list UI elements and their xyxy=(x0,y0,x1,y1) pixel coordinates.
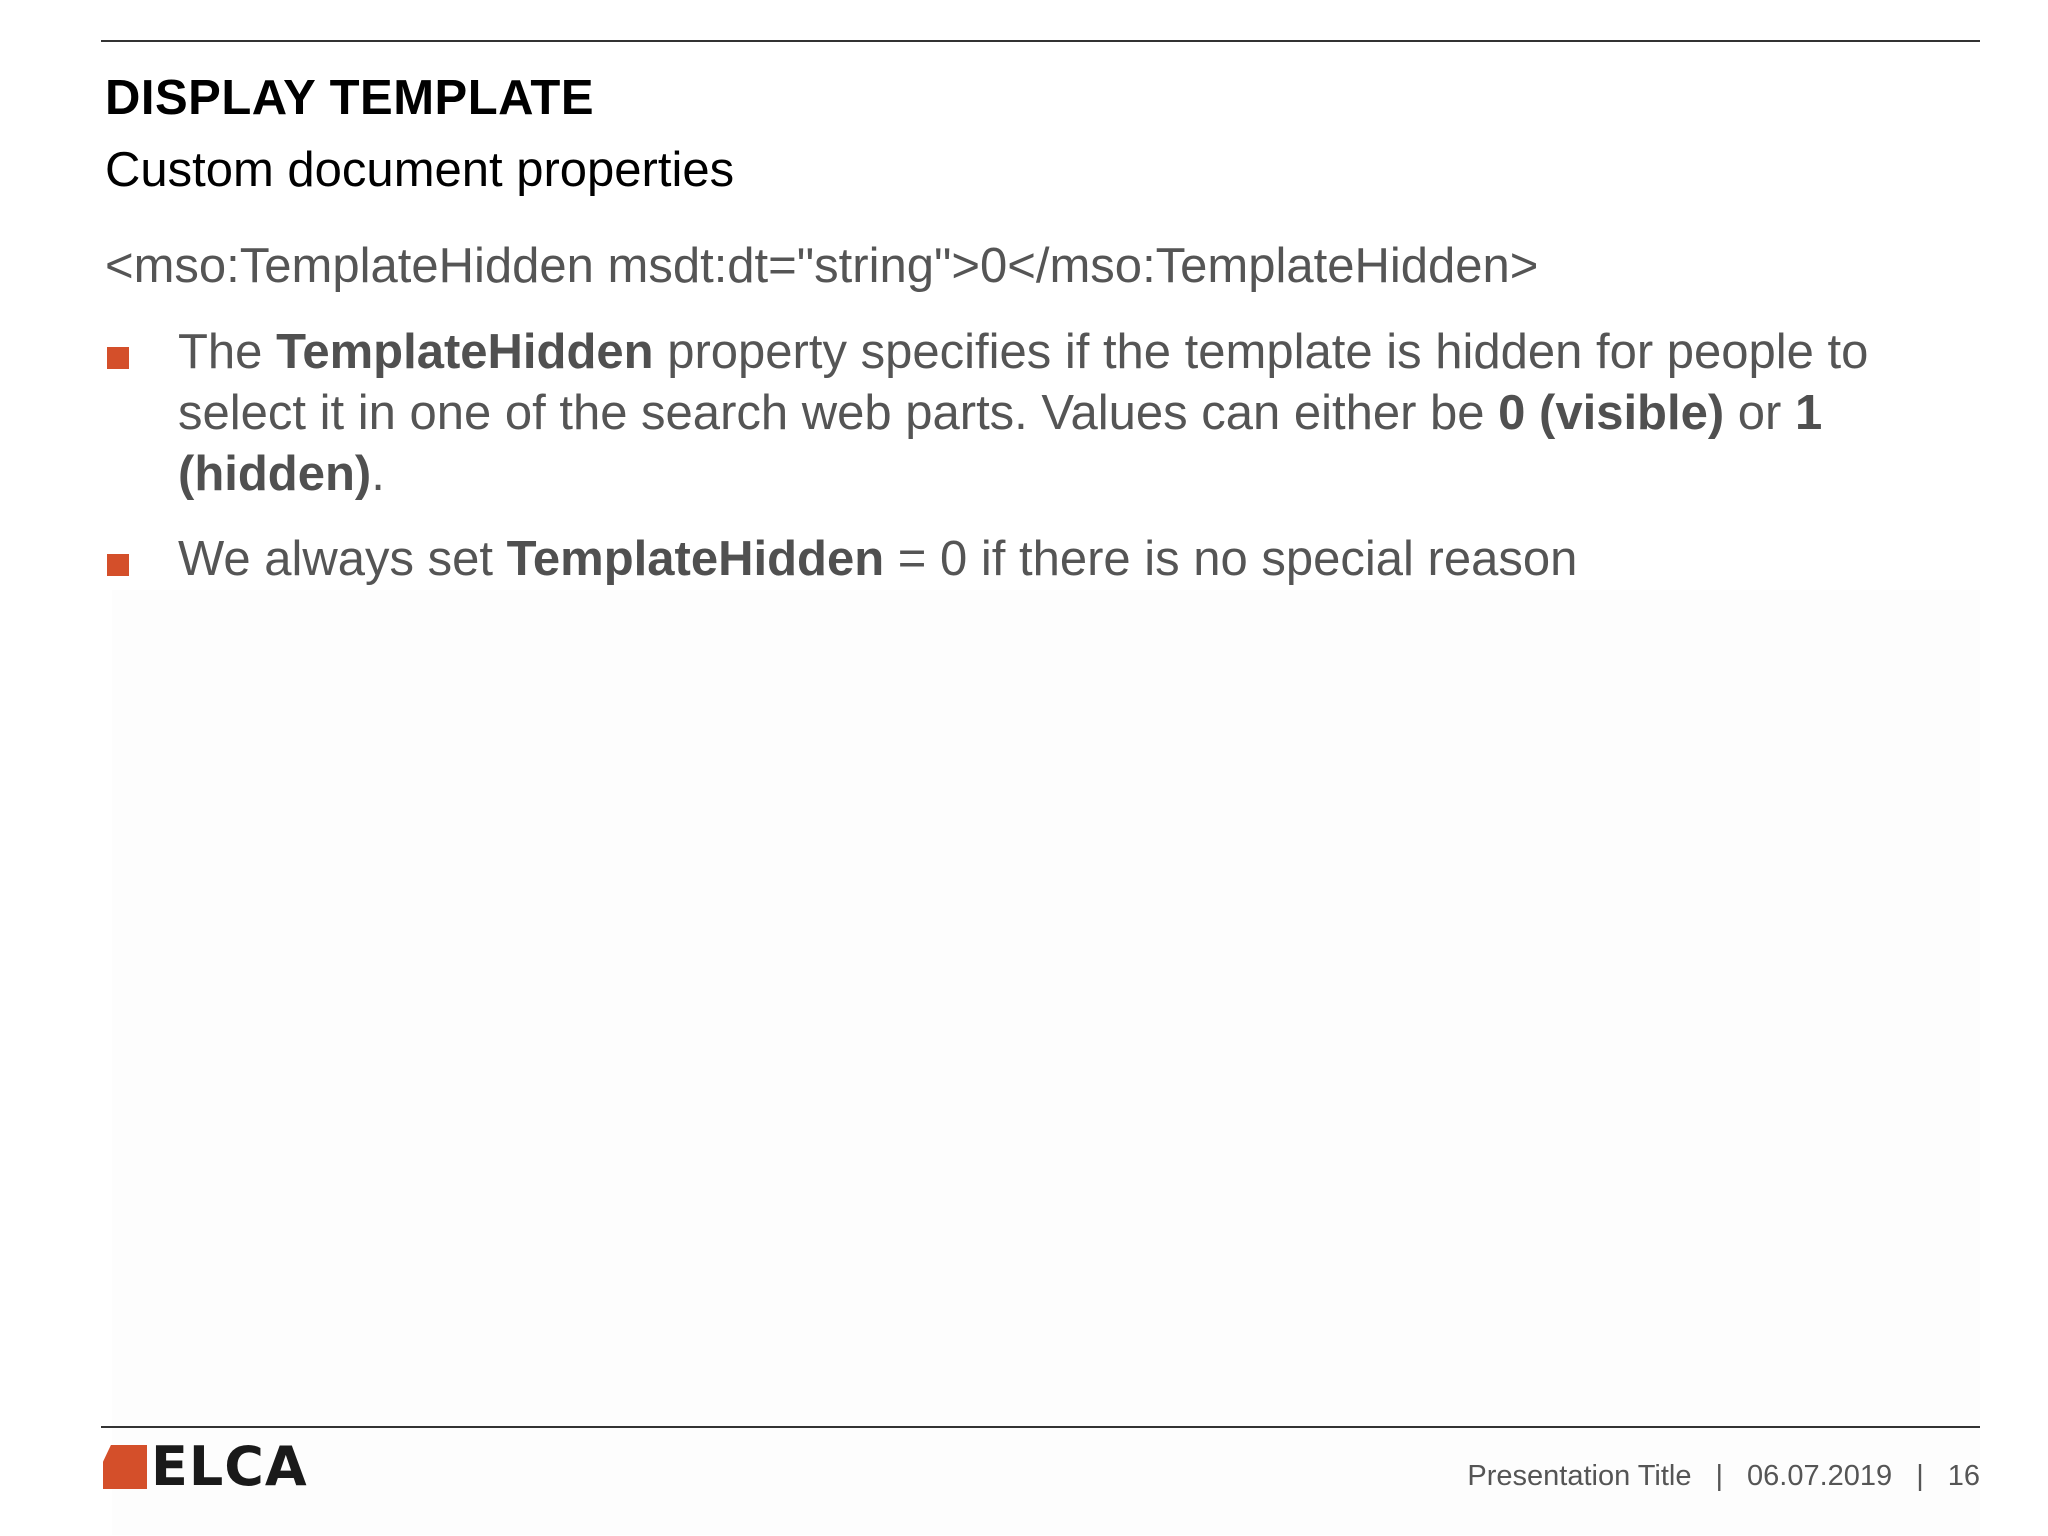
bullet-text: The xyxy=(178,325,277,379)
footer-page-number: 16 xyxy=(1947,1460,1980,1492)
bullet-text: property specifies if the template is hidden for people to select it in one of the search web parts. Values can either be xyxy=(178,325,1869,440)
bottom-rule xyxy=(101,1426,1980,1428)
content-background xyxy=(112,590,1980,1535)
logo-text: ELCA xyxy=(151,1435,308,1498)
bullet-item xyxy=(105,529,1985,590)
logo-mark-icon xyxy=(103,1445,147,1489)
bullet-bold-term: TemplateHidden xyxy=(506,532,885,586)
footer-date: 06.07.2019 xyxy=(1747,1460,1893,1492)
footer-presentation-title: Presentation Title xyxy=(1467,1460,1692,1492)
footer-info xyxy=(1467,1460,1980,1493)
bullet-square-icon xyxy=(107,554,129,576)
bullet-text: or xyxy=(1724,386,1795,440)
bullet-item xyxy=(105,322,1985,505)
slide-title: DISPLAY TEMPLATE xyxy=(105,71,595,125)
footer-separator: | xyxy=(1715,1460,1724,1492)
code-snippet: <mso:TemplateHidden msdt:dt="string">0</mso:TemplateHidden> xyxy=(105,239,1539,293)
bullet-bold-term: TemplateHidden xyxy=(276,325,654,379)
bullet-bold-value: 0 (visible) xyxy=(1498,386,1725,440)
footer-separator: | xyxy=(1916,1460,1924,1492)
bullet-text: = 0 if there is no special reason xyxy=(884,532,1578,586)
bullet-list xyxy=(105,322,1985,614)
bullet-text: . xyxy=(371,447,385,501)
top-rule xyxy=(101,40,1980,42)
bullet-bold-value: 1 (hidden) xyxy=(178,386,1823,501)
elca-logo xyxy=(103,1435,308,1498)
slide-subtitle: Custom document properties xyxy=(105,143,735,197)
bullet-text: We always set xyxy=(178,532,507,586)
bullet-square-icon xyxy=(107,347,129,369)
